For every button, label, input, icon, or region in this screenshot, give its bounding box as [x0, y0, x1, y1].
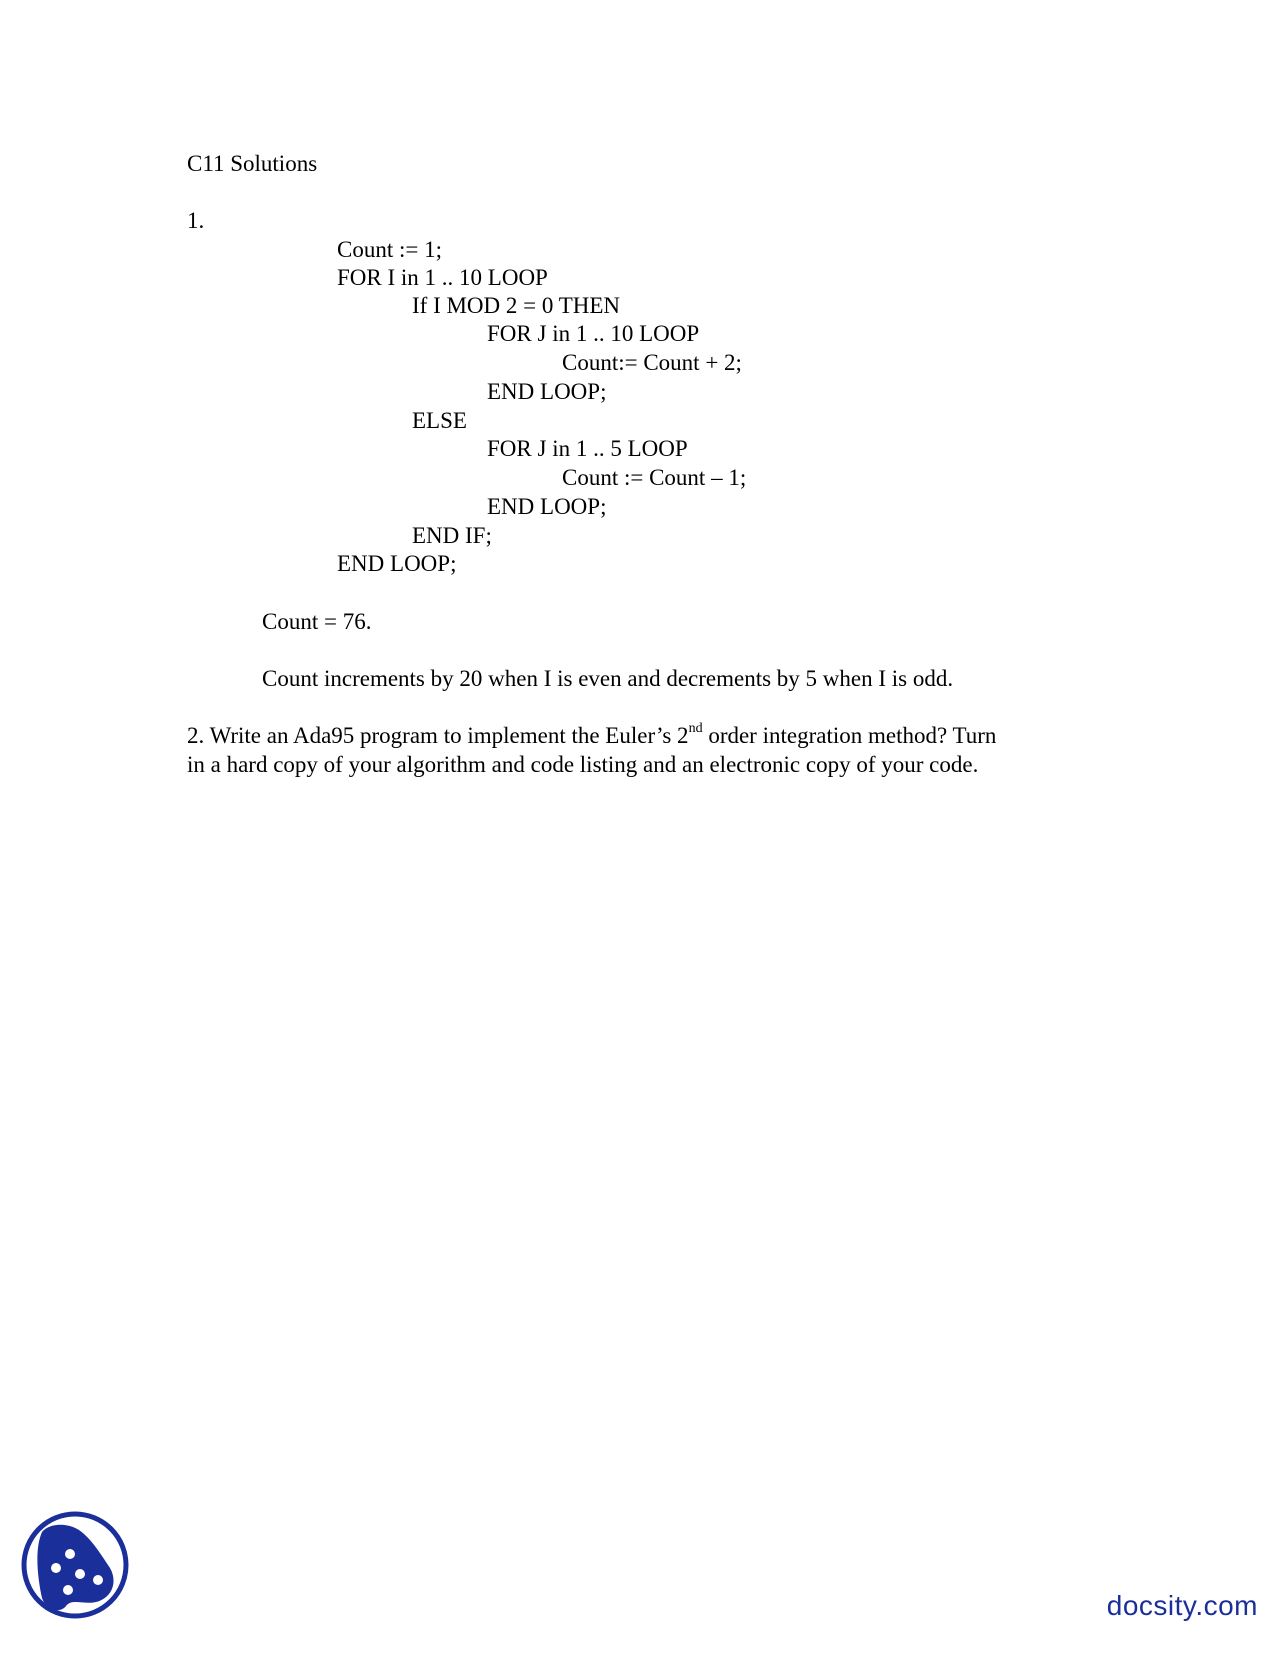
question-1-result: Count = 76.	[262, 609, 372, 634]
question-2-text-before-superscript: 2. Write an Ada95 program to implement the Euler’s 2	[187, 723, 689, 748]
question-2-text-line-1	[187, 722, 996, 750]
code-line: END IF;	[412, 523, 492, 548]
question-1-number: 1.	[187, 208, 205, 233]
code-line: END LOOP;	[487, 494, 607, 519]
code-line: END LOOP;	[337, 551, 457, 576]
code-line: FOR J in 1 .. 10 LOOP	[487, 321, 700, 346]
code-line: If I MOD 2 = 0 THEN	[412, 293, 621, 318]
question-1-explanation: Count increments by 20 when I is even and decrements by 5 when I is odd.	[262, 666, 954, 691]
code-line: FOR J in 1 .. 5 LOOP	[487, 436, 688, 461]
document-title: C11 Solutions	[187, 151, 318, 176]
code-line: Count := 1;	[337, 237, 442, 262]
code-line: FOR I in 1 .. 10 LOOP	[337, 265, 548, 290]
code-line: Count := Count – 1;	[562, 465, 747, 490]
code-line: Count:= Count + 2;	[562, 350, 742, 375]
docsity-brand-link[interactable]: docsity.com	[1106, 1590, 1258, 1621]
question-2-text-line-2: in a hard copy of your algorithm and code listing and an electronic copy of your code.	[187, 752, 979, 777]
ordinal-superscript: nd	[688, 721, 703, 736]
docsity-logo-icon[interactable]	[20, 1510, 130, 1620]
code-line: END LOOP;	[487, 379, 607, 404]
code-line: ELSE	[412, 408, 467, 433]
question-2-text-after-superscript: order integration method? Turn	[702, 723, 997, 748]
